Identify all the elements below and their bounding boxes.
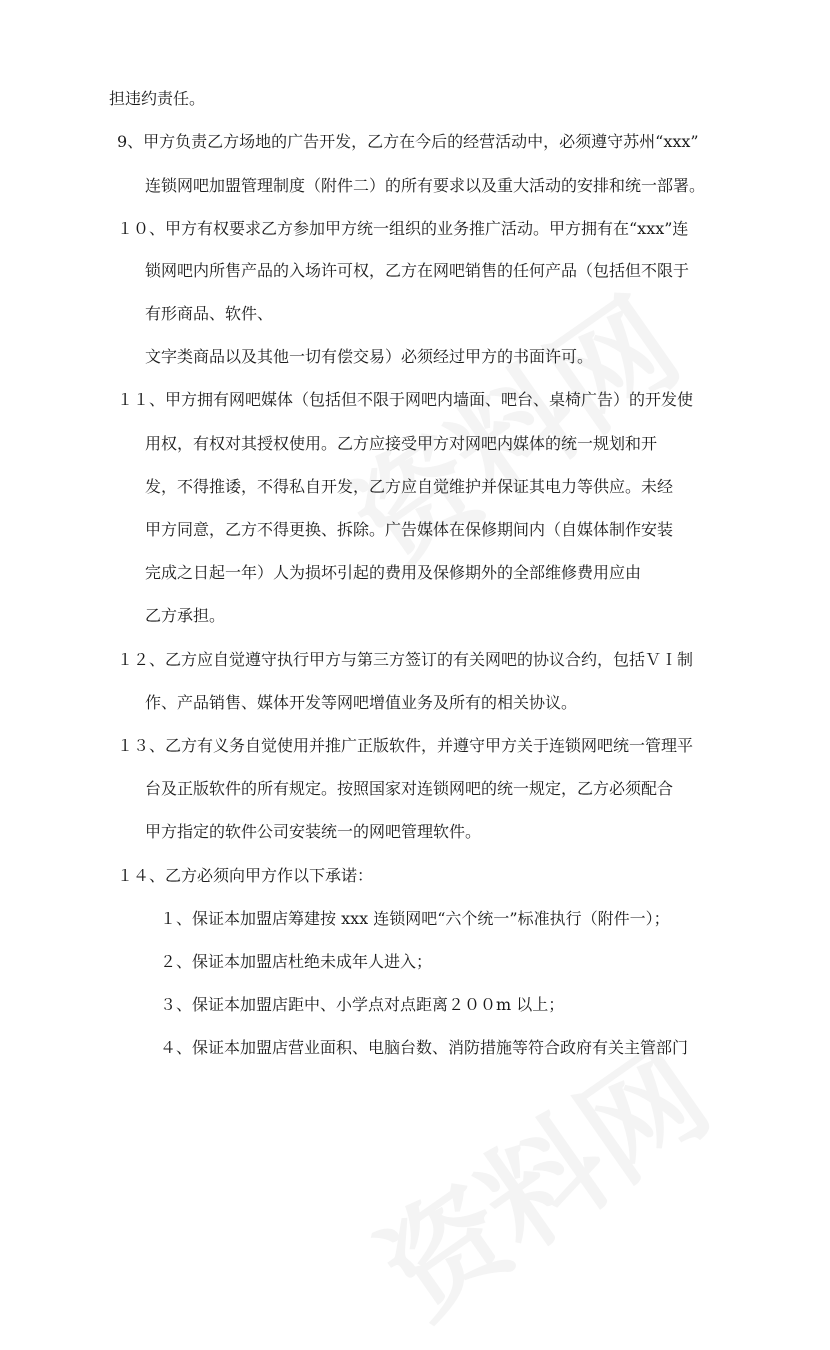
commitment-item: １、保证本加盟店筹建按 xxx 连锁网吧“六个统一”标准执行（附件一）； [160, 909, 670, 928]
text-line: 发，不得推诿，不得私自开发，乙方应自觉维护并保证其电力等供应。未经 [145, 477, 674, 496]
text-line: 文字类商品以及其他一切有偿交易）必须经过甲方的书面许可。 [145, 347, 594, 366]
clause-14-line: １４、乙方必须向甲方作以下承诺： [117, 866, 374, 885]
text-line: 用权，有权对其授权使用。乙方应接受甲方对网吧内媒体的统一规划和开 [145, 434, 658, 453]
text-line: 有形商品、软件、 [145, 304, 274, 323]
clause-10-line: １０、甲方有权要求乙方参加甲方统一组织的业务推广活动。甲方拥有在“xxx”连 [117, 219, 689, 238]
commitment-item: ３、保证本加盟店距中、小学点对点距离２００m 以上； [160, 995, 565, 1014]
text-line: 锁网吧内所售产品的入场许可权，乙方在网吧销售的任何产品（包括但不限于 [145, 261, 690, 280]
text-line: 甲方指定的软件公司安装统一的网吧管理软件。 [145, 822, 482, 841]
text-line: 担违约责任。 [109, 89, 206, 108]
clause-9-line: 9、甲方负责乙方场地的广告开发，乙方在今后的经营活动中，必须遵守苏州“xxx” [117, 132, 699, 151]
text-line: 作、产品销售、媒体开发等网吧增值业务及所有的相关协议。 [145, 693, 578, 712]
text-line: 甲方同意，乙方不得更换、拆除。广告媒体在保修期间内（自媒体制作安装 [145, 520, 674, 539]
text-line: 完成之日起一年）人为损坏引起的费用及保修期外的全部维修费用应由 [145, 563, 642, 582]
text-line: 连锁网吧加盟管理制度（附件二）的所有要求以及重大活动的安排和统一部署。 [145, 176, 706, 195]
commitment-item: ２、保证本加盟店杜绝未成年人进入； [160, 952, 433, 971]
clause-11-line: １１、甲方拥有网吧媒体（包括但不限于网吧内墙面、吧台、桌椅广告）的开发使 [117, 390, 694, 409]
text-line: 乙方承担。 [145, 606, 226, 625]
watermark [313, 252, 707, 599]
clause-12-line: １２、乙方应自觉遵守执行甲方与第三方签订的有关网吧的协议合约，包括ＶＩ制 [117, 650, 694, 669]
commitment-item: ４、保证本加盟店营业面积、电脑台数、消防措施等符合政府有关主管部门 [160, 1038, 689, 1057]
text-line: 台及正版软件的所有规定。按照国家对连锁网吧的统一规定，乙方必须配合 [145, 779, 674, 798]
clause-13-line: １３、乙方有义务自觉使用并推广正版软件，并遵守甲方关于连锁网吧统一管理平 [117, 736, 694, 755]
